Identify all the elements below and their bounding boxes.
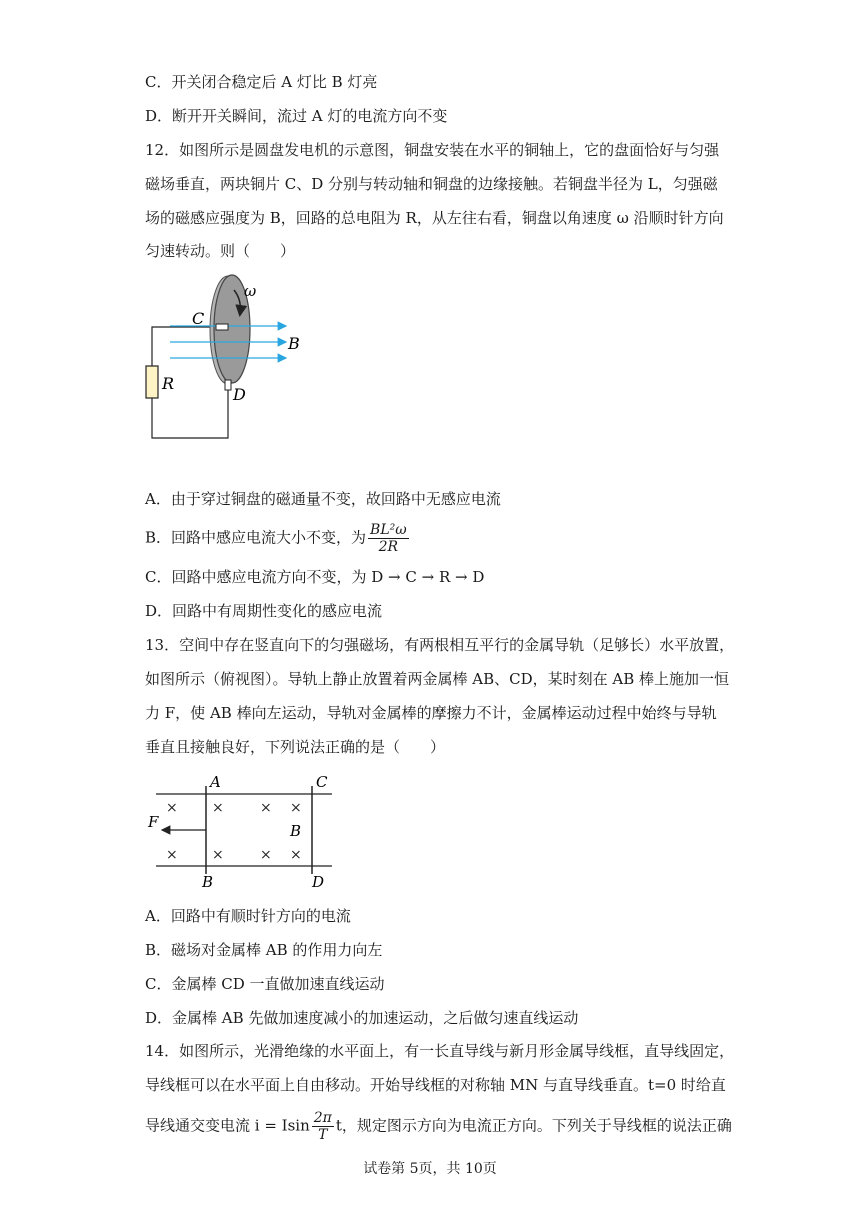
q14-stem-line3 bbox=[145, 1110, 732, 1143]
q13-stem-line2: 如图所示（俯视图）。导轨上静止放置着两金属棒 AB、CD，某时刻在 AB 棒上施加一恒 bbox=[145, 670, 730, 688]
field-cross: × bbox=[212, 800, 224, 816]
label-d: D bbox=[312, 873, 325, 890]
fraction-denominator: 2R bbox=[378, 539, 399, 555]
label-f: F bbox=[148, 813, 159, 831]
q12-disk-generator-figure bbox=[140, 270, 320, 445]
q12-stem-line2: 磁场垂直，两块铜片 C、D 分别与转动轴和铜盘的边缘接触。若铜盘半径为 L，匀强磁 bbox=[145, 175, 718, 193]
page-footer: 试卷第 5页，共 10页 bbox=[363, 1161, 497, 1177]
label-r: R bbox=[162, 374, 175, 393]
q14-stem-line3-post: t，规定图示方向为电流正方向。下列关于导线框的说法正确 bbox=[335, 1116, 732, 1135]
q12-option-b bbox=[145, 522, 411, 555]
q11-option-d: D．断开开关瞬间，流过 A 灯的电流方向不变 bbox=[145, 107, 448, 125]
fraction-numerator: BL²ω bbox=[370, 522, 407, 538]
field-cross: × bbox=[260, 847, 272, 863]
q12-option-c: C．回路中感应电流方向不变，为 D → C → R → D bbox=[145, 568, 485, 586]
q12-option-a: A．由于穿过铜盘的磁通量不变，故回路中无感应电流 bbox=[145, 490, 501, 508]
q13-stem-line4: 垂直且接触良好，下列说法正确的是（ ） bbox=[145, 738, 446, 756]
fraction-denominator: T bbox=[318, 1127, 328, 1143]
q14-stem-line2: 导线框可以在水平面上自由移动。开始导线框的对称轴 MN 与直导线垂直。t=0 时给直 bbox=[145, 1076, 726, 1094]
q14-fraction bbox=[312, 1110, 334, 1143]
label-a: A bbox=[210, 773, 221, 791]
q13-stem-line3: 力 F，使 AB 棒向左运动，导轨对金属棒的摩擦力不计，金属棒运动过程中始终与导轨 bbox=[145, 704, 717, 722]
label-b: B bbox=[202, 873, 214, 890]
field-cross: × bbox=[290, 800, 302, 816]
q13-rails-figure bbox=[140, 770, 340, 890]
q13-option-b: B．磁场对金属棒 AB 的作用力向左 bbox=[145, 941, 383, 959]
q12-stem-line1: 12．如图所示是圆盘发电机的示意图，铜盘安装在水平的铜轴上，它的盘面恰好与匀强 bbox=[145, 141, 720, 159]
field-cross: × bbox=[166, 847, 178, 863]
q12-option-b-text: B．回路中感应电流大小不变，为 bbox=[145, 528, 367, 547]
field-cross: × bbox=[212, 847, 224, 863]
label-field-b: B bbox=[290, 822, 302, 840]
label-omega: ω bbox=[244, 282, 257, 300]
q12-stem-line3: 场的磁感应强度为 B，回路的总电阻为 R，从左往右看，铜盘以角速度 ω 沿顺时针方向 bbox=[145, 209, 724, 227]
q12-option-b-fraction bbox=[368, 522, 409, 555]
label-b: B bbox=[288, 334, 300, 353]
contact-c bbox=[216, 324, 228, 330]
label-c: C bbox=[192, 309, 205, 328]
resistor-r bbox=[146, 366, 158, 398]
q13-option-c: C．金属棒 CD 一直做加速直线运动 bbox=[145, 975, 385, 993]
fraction-numerator: 2π bbox=[313, 1110, 332, 1126]
q14-stem-line3-pre: 导线通交变电流 i = Isin bbox=[145, 1116, 310, 1135]
field-cross: × bbox=[290, 847, 302, 863]
q11-option-c: C．开关闭合稳定后 A 灯比 B 灯亮 bbox=[145, 73, 378, 91]
contact-d bbox=[225, 380, 231, 390]
q14-stem-line1: 14．如图所示，光滑绝缘的水平面上，有一长直导线与新月形金属导线框，直导线固定， bbox=[145, 1042, 735, 1060]
field-cross: × bbox=[260, 800, 272, 816]
q13-option-a: A．回路中有顺时针方向的电流 bbox=[145, 907, 351, 925]
field-cross: × bbox=[166, 800, 178, 816]
q13-stem-line1: 13．空间中存在竖直向下的匀强磁场，有两根相互平行的金属导轨（足够长）水平放置， bbox=[145, 636, 735, 654]
q13-option-d: D．金属棒 AB 先做加速度减小的加速运动，之后做匀速直线运动 bbox=[145, 1009, 579, 1027]
label-c: C bbox=[316, 773, 328, 791]
q12-option-d: D．回路中有周期性变化的感应电流 bbox=[145, 602, 383, 620]
q12-stem-line4: 匀速转动。则（ ） bbox=[145, 242, 296, 260]
label-d: D bbox=[233, 385, 246, 404]
